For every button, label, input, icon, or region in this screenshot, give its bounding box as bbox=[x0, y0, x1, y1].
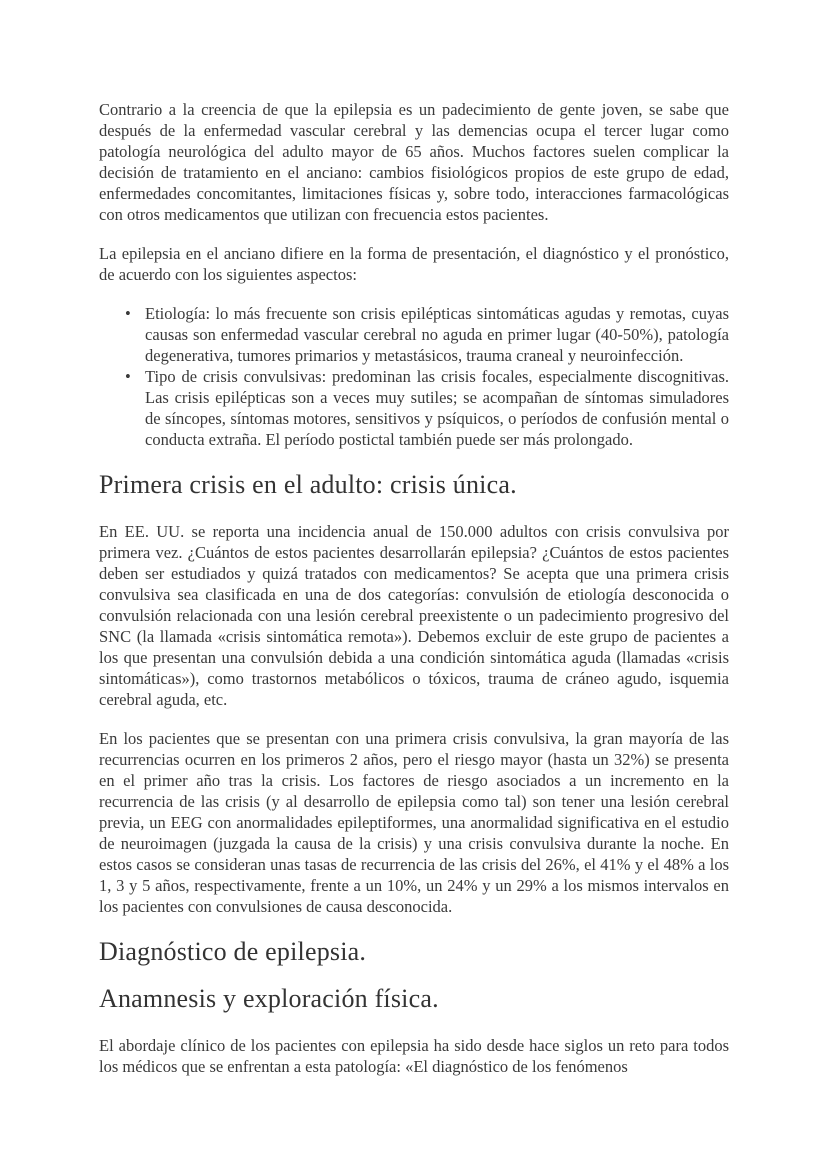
list-item-tipo-crisis bbox=[125, 366, 729, 450]
bullet-icon: • bbox=[125, 367, 131, 386]
list-item-etiologia bbox=[125, 303, 729, 366]
list-item-text: Etiología: lo más frecuente son crisis epilépticas sintomáticas agudas y remotas, cuyas causas son enfermedad vascular cerebral no aguda en primer lugar (40-50%), patología degenerativa, tumores primarios y metastásicos, trauma craneal y neuroinfección. bbox=[145, 304, 729, 365]
aspects-intro-paragraph: La epilepsia en el anciano difiere en la forma de presentación, el diagnóstico y el pronóstico, de acuerdo con los siguientes aspectos: bbox=[99, 244, 729, 284]
anamnesis-paragraph: El abordaje clínico de los pacientes con epilepsia ha sido desde hace siglos un reto para todos los médicos que se enfrentan a esta patología: «El diagnóstico de los fenómenos bbox=[99, 1036, 729, 1076]
section-heading-anamnesis: Anamnesis y exploración física. bbox=[99, 984, 439, 1013]
primera-crisis-paragraph-1: En EE. UU. se reporta una incidencia anual de 150.000 adultos con crisis convulsiva por primera vez. ¿Cuántos de estos pacientes desarrollarán epilepsia? ¿Cuántos de estos pacientes deben ser estudiados y quizá tratados con medicamentos? Se acepta que una primera crisis convulsiva sea clasificada en una de dos categorías: convulsión de etiología desconocida o convulsión relacionada con una lesión cerebral preexistente o un padecimiento progresivo del SNC (la llamada «crisis sintomática remota»). Debemos excluir de este grupo de pacientes a los que presentan una convulsión debida a una condición sintomática aguda (llamadas «crisis sintomáticas»), como trastornos metabólicos o tóxicos, trauma de cráneo agudo, isquemia cerebral aguda, etc. bbox=[99, 522, 729, 709]
primera-crisis-paragraph-2: En los pacientes que se presentan con una primera crisis convulsiva, la gran mayoría de las recurrencias ocurren en los primeros 2 años, pero el riesgo mayor (hasta un 32%) se presenta en el primer año tras la crisis. Los factores de riesgo asociados a un incremento en la recurrencia de las crisis (y al desarrollo de epilepsia como tal) son tener una lesión cerebral previa, un EEG con anormalidades epileptiformes, una anormalidad significativa en el estudio de neuroimagen (juzgada la causa de la crisis) y una crisis convulsiva durante la noche. En estos casos se consideran unas tasas de recurrencia de las crisis del 26%, el 41% y el 48% a los 1, 3 y 5 años, respectivamente, frente a un 10%, un 24% y un 29% a los mismos intervalos en los pacientes con convulsiones de causa desconocida. bbox=[99, 729, 729, 916]
section-heading-primera-crisis: Primera crisis en el adulto: crisis única. bbox=[99, 470, 517, 499]
list-item-text: Tipo de crisis convulsivas: predominan las crisis focales, especialmente discognitivas. Las crisis epilépticas son a veces muy sutiles; se acompañan de síntomas simuladores de síncopes, síntomas motores, sensitivos y psíquicos, o períodos de confusión mental o conducta extraña. El período postictal también puede ser más prolongado. bbox=[145, 367, 729, 449]
aspects-list bbox=[99, 303, 729, 450]
section-heading-diagnostico: Diagnóstico de epilepsia. bbox=[99, 937, 367, 966]
intro-paragraph: Contrario a la creencia de que la epilepsia es un padecimiento de gente joven, se sabe que después de la enfermedad vascular cerebral y las demencias ocupa el tercer lugar como patología neurológica del adulto mayor de 65 años. Muchos factores suelen complicar la decisión de tratamiento en el anciano: cambios fisiológicos propios de este grupo de edad, enfermedades concomitantes, limitaciones físicas y, sobre todo, interacciones farmacológicas con otros medicamentos que utilizan con frecuencia estos pacientes. bbox=[99, 100, 729, 224]
bullet-icon: • bbox=[125, 304, 131, 323]
